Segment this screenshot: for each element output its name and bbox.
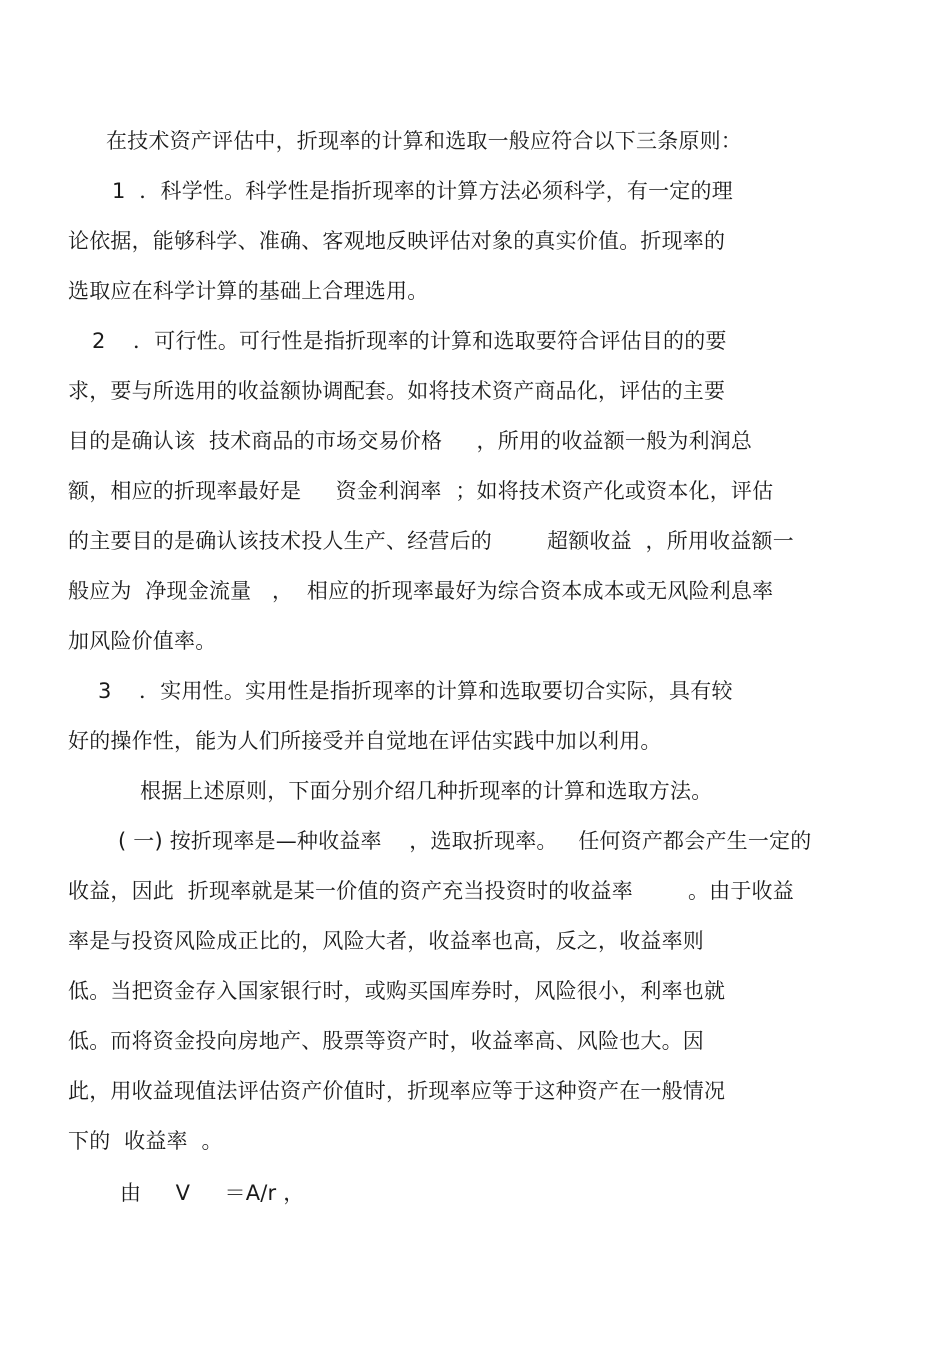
text-line: 2 ．可行性。可行性是指折现率的计算和选取要符合评估目的的要 [92,329,727,353]
text-line: 加风险价值率。 [68,629,217,653]
text-line: ( 一) 按折现率是—种收益率 ，选取折现率。 任何资产都会产生一定的 [118,829,812,853]
text-line: 目的是确认该 技术商品的市场交易价格 ，所用的收益额一般为利润总 [68,429,753,453]
text-line: 1 ．科学性。科学性是指折现率的计算方法必须科学，有一定的理 [112,179,733,203]
text-line: 此，用收益现值法评估资产价值时，折现率应等于这种资产在一般情况 [68,1079,726,1103]
text-line: 好的操作性，能为人们所接受并自觉地在评估实践中加以利用。 [68,729,662,753]
text-line: 般应为 净现金流量 ， 相应的折现率最好为综合资本成本或无风险利息率 [68,579,774,603]
text-line: 3 ．实用性。实用性是指折现率的计算和选取要切合实际，具有较 [98,679,733,703]
text-line: 额，相应的折现率最好是 资金利润率 ；如将技术资产化或资本化，评估 [68,479,774,503]
text-line: 选取应在科学计算的基础上合理选用。 [68,279,429,303]
text-line: 下的 收益率 。 [68,1129,223,1153]
text-line: 论依据，能够科学、准确、客观地反映评估对象的真实价值。折现率的 [68,229,726,253]
text-line: 求，要与所选用的收益额协调配套。如将技术资产商品化，评估的主要 [68,379,726,403]
text-line: 率是与投资风险成正比的，风险大者，收益率也高，反之，收益率则 [68,929,704,953]
text-line: 根据上述原则，下面分别介绍几种折现率的计算和选取方法。 [140,779,713,803]
text-line: 收益，因此 折现率就是某一价值的资产充当投资时的收益率 。由于收益 [68,879,794,903]
text-line: 在技术资产评估中，折现率的计算和选取一般应符合以下三条原则： [106,129,742,153]
text-line: 低。当把资金存入国家银行时，或购买国库券时，风险很小，利率也就 [68,979,726,1003]
text-line: 低。而将资金投向房地产、股票等资产时，收益率高、风险也大。因 [68,1029,704,1053]
text-line: 的主要目的是确认该技术投人生产、经营后的 超额收益 ，所用收益额一 [68,529,794,553]
formula-line: 由 V ＝A/r ， [120,1181,305,1205]
